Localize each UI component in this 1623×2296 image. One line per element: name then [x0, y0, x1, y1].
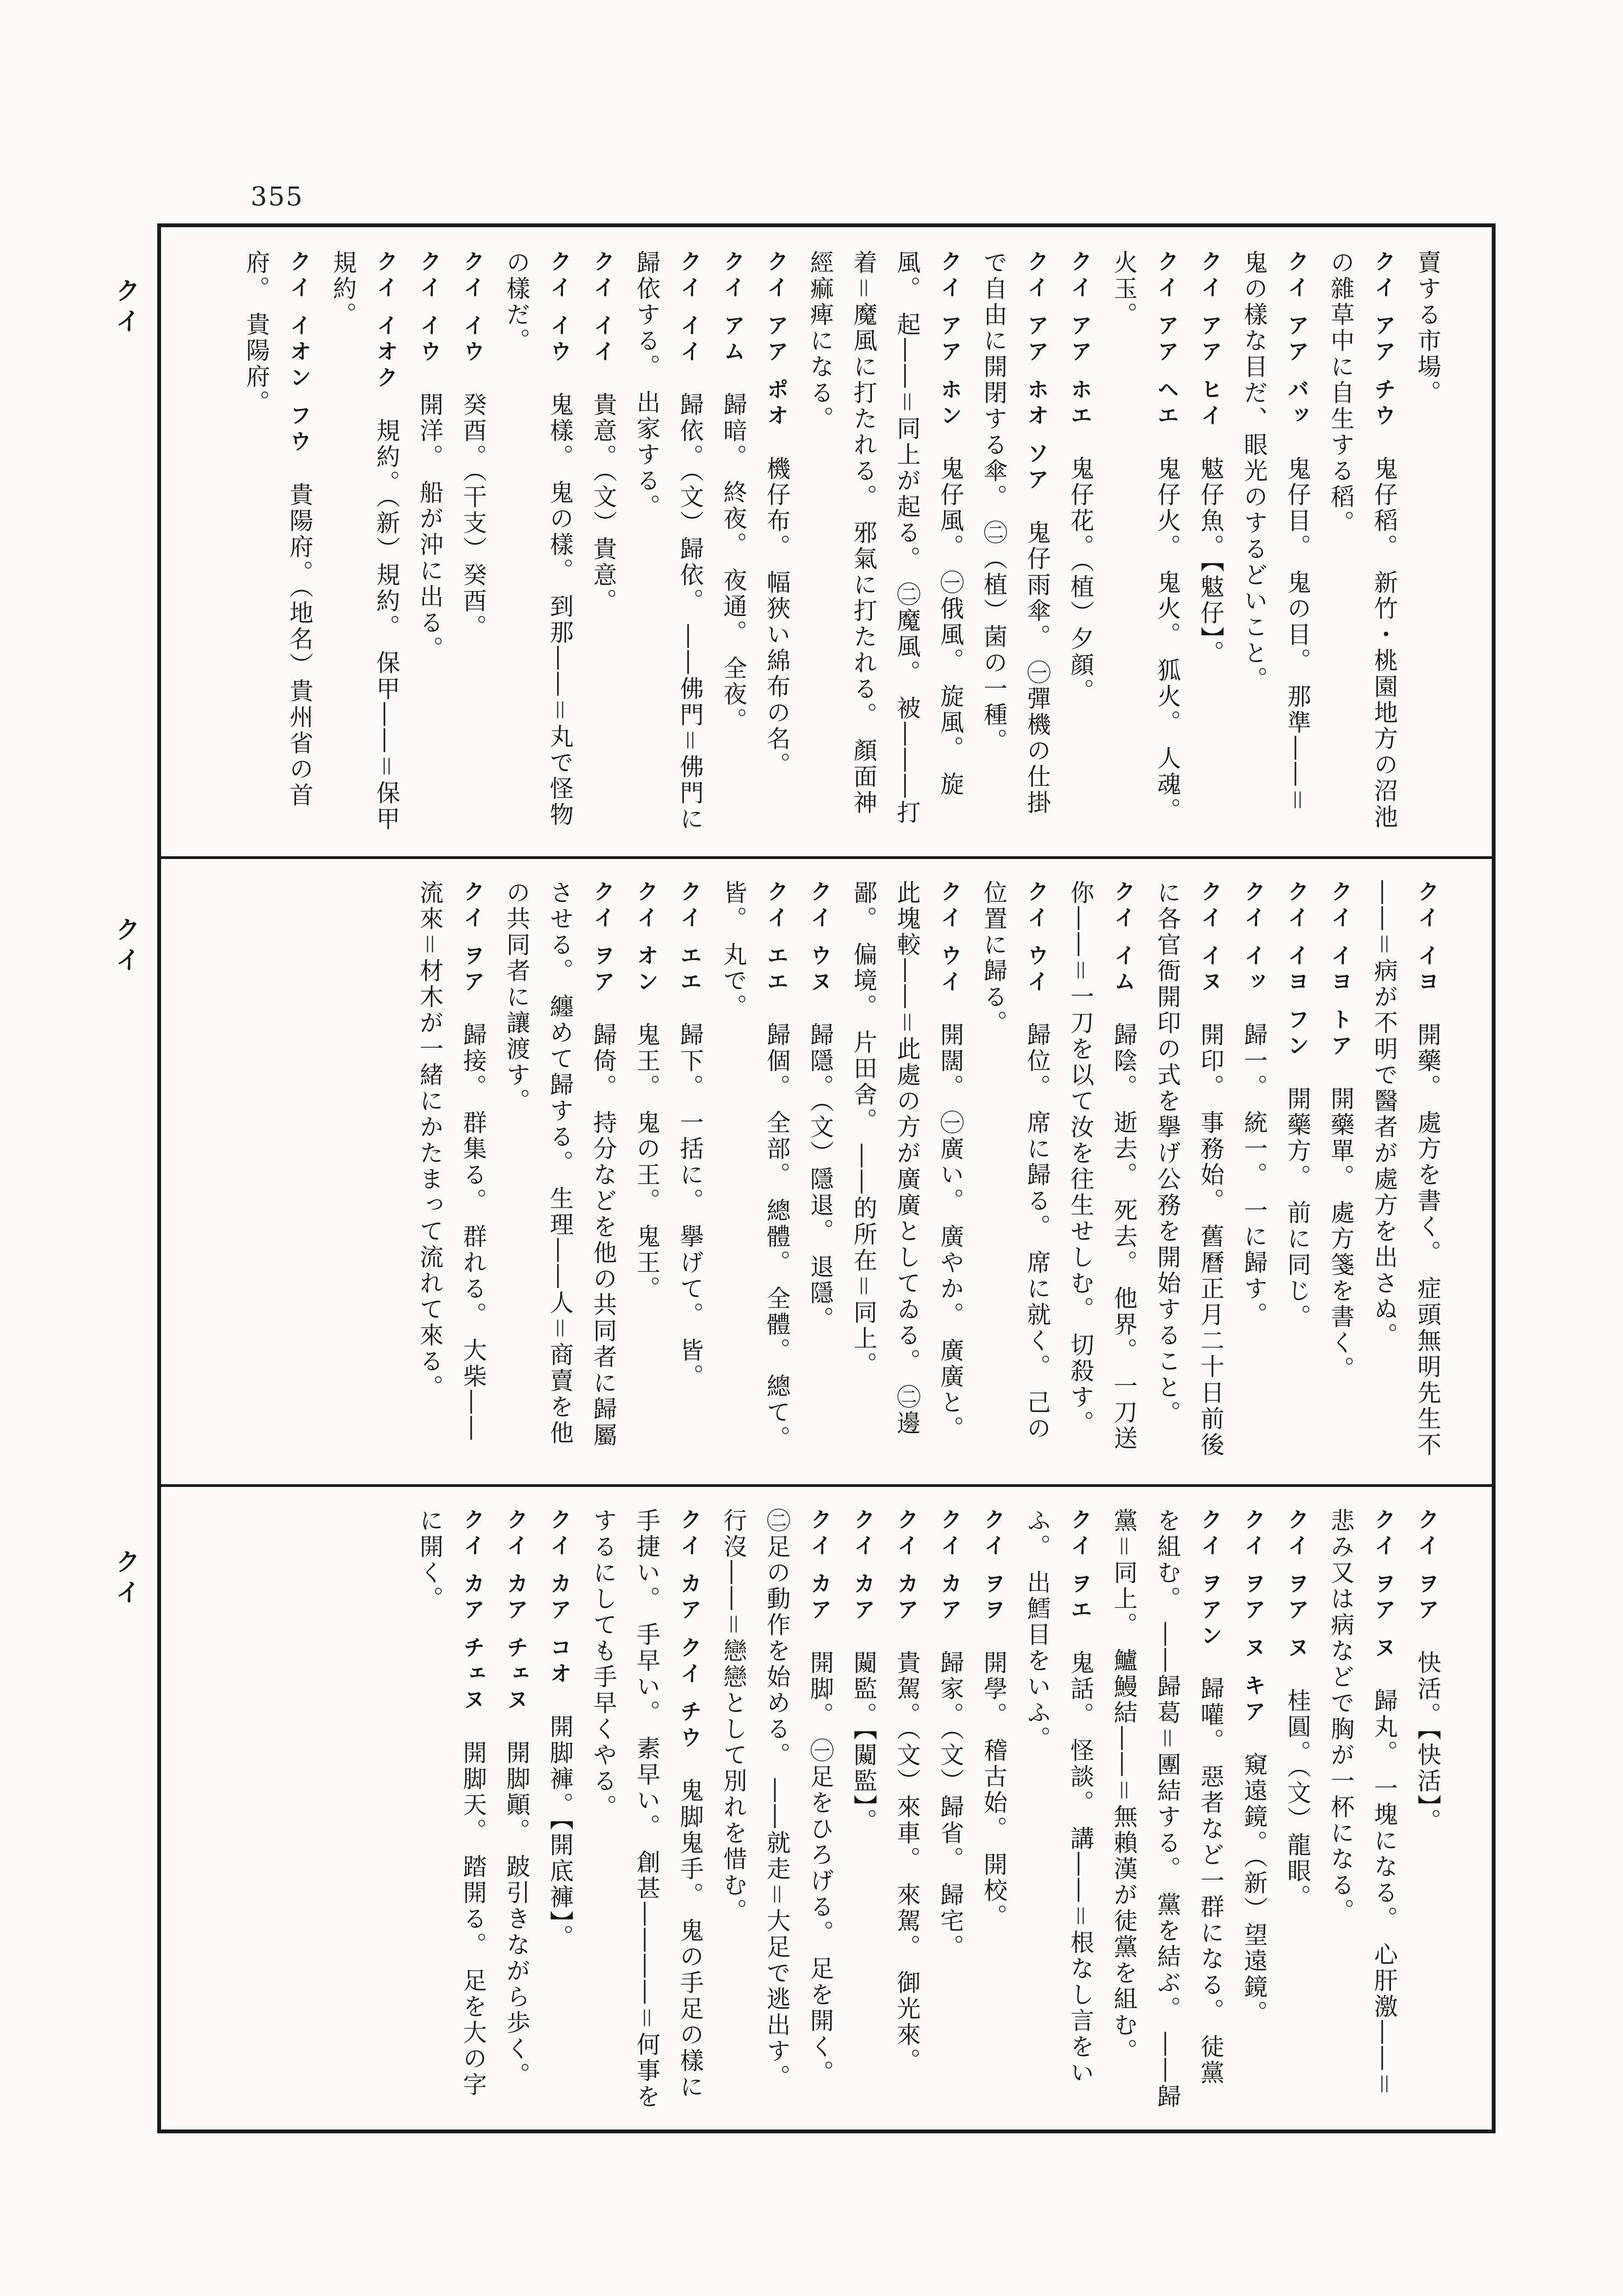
dictionary-entry [971, 1508, 1015, 2110]
entry-reading: クイ イオン フウ [286, 250, 311, 456]
entry-definition: 貴駕。（文）來車。 來駕。 御光來。 [893, 1650, 920, 2074]
entry-reading: クイ イヨ [1414, 880, 1439, 996]
entry-reading: クイ カア [937, 1508, 962, 1624]
entry-reading: クイ アア ホエ [1067, 250, 1092, 430]
dictionary-entry [668, 880, 711, 1466]
entry-definition: 鬼話。 怪談。 講――＝根なし言をいふ。 出鱈目をいふ。 [1023, 1508, 1094, 2086]
entry-reading: クイ ヲア ヌ [1371, 1508, 1396, 1662]
entry-definition: 歸一。 統一。 一に歸す。 [1240, 1022, 1267, 1328]
entry-definition: 開洋。 船が沖に出る。 [415, 392, 443, 662]
entry-definition: 開脚褲。【開底褲】。 [546, 1714, 573, 1951]
dictionary-entry [624, 880, 668, 1466]
entry-reading: クイ アア ホン [937, 250, 962, 430]
dictionary-entry [537, 1508, 581, 2110]
entry-definition: 鬼仔雨傘。 ㊀彈機の仕掛で自由に開閉する傘。 ㊁（植）菌の一種。 [979, 250, 1050, 816]
entry-definition: 鬼脚鬼手。 鬼の手足の樣に手捷い。 手早い。 素早い。 創甚――――＝何事をするにしても手早くやる。 [589, 1508, 703, 2110]
entry-reading: クイ ヲアン [1197, 1508, 1222, 1650]
entry-definition: 開闊。 ㊀廣い。 廣やか。 廣廣と。 此塊較――＝此處の方が廣廣としてゐる。 ㊁邊鄙。 偏境。 片田舍。 ――的所在＝同上。 [849, 880, 964, 1452]
entry-definition: 歸接。 群集る。 群れる。 大柴――流來＝材木が一緒にかたまって流れて來る。 [415, 880, 486, 1442]
entry-definition: 癸酉。（干支）癸酉。 [459, 392, 486, 640]
entry-reading: クイ アア ヘエ [1154, 250, 1179, 430]
entry-reading: クイ イヨ フン [1284, 880, 1309, 1060]
dictionary-entry [971, 880, 1058, 1466]
dictionary-entry [494, 1508, 537, 2110]
dictionary-entry [971, 250, 1058, 838]
entry-reading: クイ カア [850, 1508, 875, 1624]
entry-reading: クイ アア ホオ ソア [1024, 250, 1049, 494]
dictionary-entry [581, 1508, 711, 2110]
entry-reading: クイ オン [633, 880, 658, 996]
page-frame [157, 223, 1496, 2133]
dictionary-entry [624, 250, 711, 838]
margin-running-head-middle: クイ [112, 916, 141, 977]
dictionary-entry [884, 1508, 928, 2110]
entry-definition: 歸個。 全部。 總體。 全體。 總て。 皆。 丸で。 [719, 880, 790, 1461]
entry-reading: クイ ヲエ [1067, 1508, 1092, 1624]
dictionary-entry [407, 250, 451, 838]
dictionary-entry [1318, 1508, 1405, 2110]
entry-definition: 鬾仔魚。【鬾仔】。 [1196, 456, 1224, 666]
dictionary-entry [451, 250, 494, 838]
entry-reading: クイ ウヌ [807, 880, 832, 996]
entry-reading: クイ カア クイ チウ [677, 1508, 702, 1752]
entry-definition: 開藥。 處方を書く。 症頭無明先生不――＝病が不明で醫者が處方を出さぬ。 [1370, 880, 1441, 1458]
dictionary-entry [581, 250, 624, 838]
entry-definition: 快活。【快活】。 [1413, 1650, 1441, 1835]
dictionary-entry [798, 250, 971, 838]
column-stack-top [188, 250, 1448, 838]
entry-reading: クイ ヲヲ [980, 1508, 1005, 1624]
entry-definition: 歸陰。 逝去。 死去。 他界。 一刀送你――＝一刀を以て汝を往生せしむ。 切殺す。 [1066, 880, 1137, 1452]
dictionary-entry [754, 250, 798, 838]
entry-reading: クイ ウイ [1024, 880, 1049, 996]
entry-reading: クイ イウ [416, 250, 441, 366]
entry-reading: クイ イイ [590, 250, 615, 366]
entry-definition: 歸隱。（文）隱退。 退隱。 [806, 1022, 833, 1332]
dictionary-entry [1101, 1508, 1231, 2110]
dictionary-entry [494, 250, 581, 838]
entry-definition: 開印。 事務始。 舊曆正月二十日前後に各官衙開印の式を擧げ公務を開始すること。 [1153, 880, 1224, 1458]
tier-middle [161, 857, 1492, 1485]
dictionary-entry [798, 880, 841, 1466]
dictionary-entry [407, 880, 494, 1466]
entry-reading: クイ イイ [677, 250, 702, 366]
entry-definition: 歸倚。 持分などを他の共同者に歸屬させる。 纏めて歸する。 生理――人＝商賣を他の共同者に讓渡す。 [502, 880, 617, 1448]
entry-definition: 歸下。 一括に。 擧げて。 皆。 [676, 1022, 703, 1390]
entry-reading: クイ ヲア ヌ [1284, 1508, 1309, 1662]
entry-definition: 鬼仔稻。 新竹・桃園地方の沼池の雜草中に自生する稻。 [1326, 250, 1397, 830]
dictionary-entry [841, 1508, 884, 2110]
entry-definition: 貴陽府。（地名）貴州省の首府。 貴陽府。 [242, 250, 313, 809]
dictionary-entry [1275, 1508, 1318, 2110]
entry-reading: クイ イウ [460, 250, 485, 366]
entry-reading: クイ エエ [677, 880, 702, 996]
entry-definition: 鬼王。 鬼の王。 鬼王。 [632, 1022, 660, 1302]
tier-bottom [161, 1485, 1492, 2130]
entry-definition: 鬼仔花。（植）夕顔。 [1066, 456, 1094, 704]
dictionary-entry [1101, 250, 1188, 838]
dictionary-entry [711, 880, 798, 1466]
entry-definition: 開藥單。 處方箋を書く。 [1326, 1086, 1354, 1382]
dictionary-entry [407, 1508, 494, 2110]
margin-running-head-bottom: クイ [112, 1549, 141, 1609]
dictionary-entry [841, 880, 971, 1466]
entry-definition: 桂圓。（文）龍眼。 [1283, 1688, 1311, 1910]
column-stack-middle [188, 880, 1448, 1466]
entry-reading: クイ アア バッ [1284, 250, 1309, 430]
entry-definition: 窺遠鏡。（新）望遠鏡。 [1240, 1752, 1267, 2026]
entry-reading: クイ ヲア [590, 880, 615, 996]
entry-definition: 規約。（新）規約。 保甲――＝保甲規約。 [329, 250, 400, 832]
entry-definition: 機仔布。 幅狹い綿布の名。 [762, 456, 790, 778]
dictionary-entry [1058, 250, 1101, 838]
entry-definition: 鬼仔風。 ㊀俄風。 旋風。 旋風。 起――＝同上が起る。 ㊁魔風。 被―――打着＝魔風に打たれる。 邪氣に打たれる。 顏面神經痲痺になる。 [806, 250, 964, 826]
margin-running-head-top: クイ [112, 278, 141, 338]
dictionary-entry [1275, 880, 1318, 1466]
entry-reading: クイ イヨ トア [1327, 880, 1352, 1060]
entry-definition: 鬼仔火。 鬼火。 狐火。 人魂。 火玉。 [1109, 250, 1181, 833]
entry-reading: クイ アア ヒイ [1197, 250, 1222, 430]
entry-definition: 開藥方。 前に同じ。 [1283, 1086, 1311, 1330]
entry-reading: クイ カア [894, 1508, 919, 1624]
entry-reading: クイ カア [807, 1508, 832, 1624]
entry-reading: クイ アア チウ [1371, 250, 1396, 430]
dictionary-entry [1188, 250, 1231, 838]
dictionary-entry [320, 250, 407, 838]
entry-definition: 鬼仔目。 鬼の目。 那準――＝鬼の樣な目だ、眼光のするどいこと。 [1240, 250, 1311, 814]
entry-definition: 開學。 稽古始。 開校。 [979, 1650, 1007, 1930]
column-stack-bottom [188, 1508, 1448, 2110]
dictionary-entry [928, 1508, 971, 2110]
entry-reading: クイ カア チェヌ [460, 1508, 485, 1714]
entry-reading: クイ ヲア ヌ キア [1241, 1508, 1266, 1726]
dictionary-entry [711, 1508, 841, 2110]
entry-definition: 貴意。（文）貴意。 [589, 392, 617, 614]
entry-definition: 開脚顚。 跛引きながら歩く。 [502, 1740, 530, 2088]
entry-definition: 歸位。 席に歸る。 席に就く。 己の位置に歸る。 [979, 880, 1050, 1442]
entry-reading: クイ イッ [1241, 880, 1266, 996]
dictionary-entry [1231, 1508, 1275, 2110]
entry-reading: クイ イム [1111, 880, 1136, 996]
entry-definition: 歸家。（文）歸省。 歸宅。 [936, 1650, 964, 1960]
entry-definition: 歸嚾。 惡者など一群になる。 徒黨を組む。 ――歸葛＝團結する。 黨を結ぶ。 ――歸黨＝同上。 鱸鰻結――＝無賴漢が徒黨を組む。 [1109, 1508, 1224, 2110]
entry-reading: クイ イオク [373, 250, 398, 392]
dictionary-entry [1058, 880, 1145, 1466]
entry-reading: クイ ウイ [937, 880, 962, 996]
dictionary-entry [1231, 880, 1275, 1466]
dictionary-entry [1405, 1508, 1448, 2110]
entry-definition: 歸暗。 終夜。 夜通。 全夜。 [719, 392, 747, 734]
entry-reading: クイ カア チェヌ [503, 1508, 528, 1714]
entry-reading: クイ エエ [764, 880, 788, 996]
entry-definition: 賣する市場。 [1413, 250, 1441, 406]
dictionary-entry [1231, 250, 1318, 838]
page-number: 355 [251, 182, 304, 212]
tier-top [161, 227, 1492, 857]
entry-reading: クイ ヲア [460, 880, 485, 996]
dictionary-entry [1362, 880, 1448, 1466]
entry-reading: クイ ヲア [1414, 1508, 1439, 1624]
dictionary-entry [1318, 880, 1362, 1466]
dictionary-entry [1405, 250, 1448, 838]
dictionary-entry [1318, 250, 1405, 838]
dictionary-entry [1015, 1508, 1101, 2110]
entry-reading: クイ イウ [547, 250, 572, 366]
entry-reading: クイ カア コオ [547, 1508, 572, 1688]
entry-reading: クイ イヌ [1197, 880, 1222, 996]
dictionary-entry [711, 250, 754, 838]
entry-reading: クイ アム [720, 250, 745, 366]
entry-definition: 開脚天。 踏開る。 足を大の字に開く。 [415, 1508, 486, 2098]
entry-definition: 闚監。【闚監】。 [849, 1650, 877, 1835]
dictionary-entry [234, 250, 320, 838]
entry-reading: クイ アア ポオ [764, 250, 788, 430]
entry-definition: 鬼樣。 鬼の樣。 到那――＝丸で怪物の樣だ。 [502, 250, 573, 828]
entry-definition: 歸依。（文）歸依。 ――佛門＝佛門に歸依する。 出家する。 [632, 250, 703, 832]
entry-definition: 開脚。 ㊀足をひろげる。 足を開く。 ㊁足の動作を始める。 ――就走＝大足で逃出す。 行沒――＝戀戀として別れを惜む。 [719, 1508, 833, 2100]
dictionary-entry [494, 880, 624, 1466]
dictionary-entry [1145, 880, 1231, 1466]
entry-definition: 歸丸。 一塊になる。 心肝激――＝悲み又は病などで胸が一杯になる。 [1326, 1508, 1397, 2098]
